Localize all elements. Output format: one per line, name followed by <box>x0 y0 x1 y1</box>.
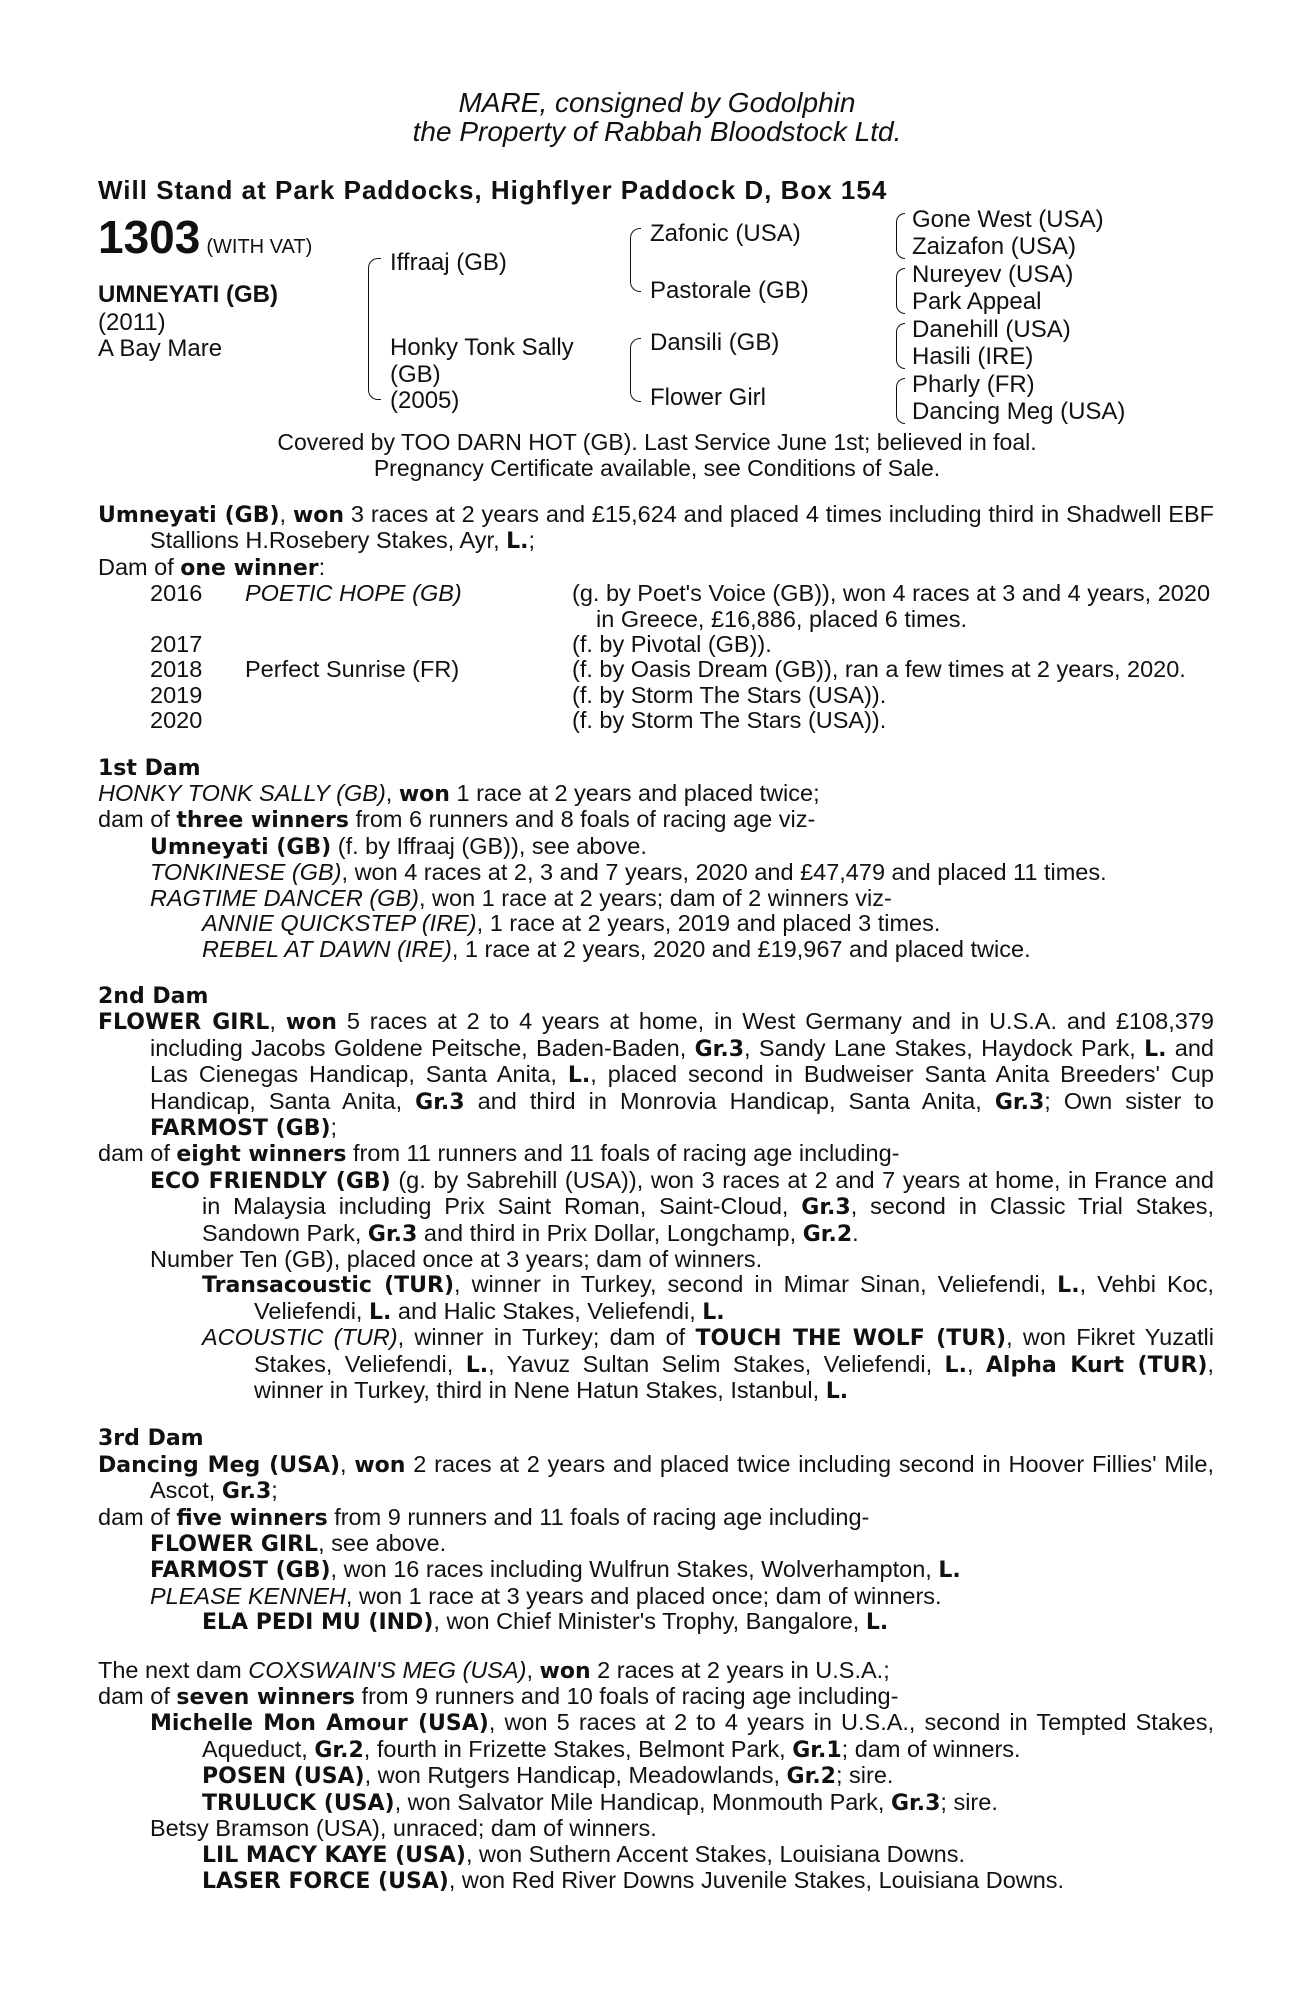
text: , second in Classic Trial Stakes, Sandown Park, <box>202 1193 1214 1246</box>
dam1-line <box>202 937 1214 962</box>
horse-ref: ELA PEDI MU (IND) <box>202 1610 434 1636</box>
punct: : <box>318 553 326 580</box>
grade: L. <box>465 1352 489 1378</box>
offspring-name <box>245 632 572 657</box>
dam3-paragraph <box>98 1452 1214 1505</box>
grade: L. <box>865 1610 889 1636</box>
dam-dam: Flower Girl <box>650 384 767 411</box>
punct: , <box>385 780 399 807</box>
dam-name: COXSWAIN'S MEG (USA) <box>248 1656 527 1683</box>
gg-3: Nureyev (USA) <box>912 261 1074 288</box>
grade: Gr.3 <box>994 1089 1045 1115</box>
grade: L. <box>1144 1036 1167 1062</box>
property-line: the Property of Rabbah Bloodstock Ltd. <box>412 116 902 147</box>
text: , won Chief Minister's Trophy, Bangalore, <box>433 1608 866 1635</box>
text: , 1 race at 2 years, 2019 and placed 3 times. <box>476 910 941 937</box>
dam2-line <box>98 1141 1214 1167</box>
text: , see above. <box>318 1530 447 1557</box>
horse-ref: ANNIE QUICKSTEP (IRE) <box>202 910 477 937</box>
text: , won Salvator Mile Handicap, Monmouth Park, <box>394 1788 891 1815</box>
text: , won Rutgers Handicap, Meadowlands, <box>364 1762 787 1789</box>
consignor-line: MARE, consigned by Godolphin <box>458 87 856 118</box>
horse-ref: LASER FORCE (USA) <box>202 1868 449 1894</box>
won-label: won <box>539 1658 591 1684</box>
grade: L. <box>825 1379 849 1404</box>
dam-name: Dancing Meg (USA) <box>98 1452 341 1478</box>
grade: Gr.3 <box>694 1036 745 1062</box>
horse-ref: ACOUSTIC (TUR) <box>202 1324 398 1351</box>
text: , won 1 race at 3 years and placed once; dam of winners. <box>345 1582 942 1609</box>
grade: Gr.3 <box>890 1790 941 1816</box>
punct: ; <box>330 1113 338 1140</box>
offspring-row <box>98 632 1214 657</box>
offspring-year: 2017 <box>150 631 203 658</box>
intro-paragraph: Umneyati (GB), won 3 races at 2 years and £15,624 and placed 4 times including third in Shadwell EBF Stallions H.Rosebery Stakes, Ayr, L.; <box>98 501 1215 555</box>
text: 2 races at 2 years in U.S.A.; <box>590 1656 890 1683</box>
horse-ref: FARMOST (GB) <box>150 1115 331 1141</box>
dam1-line <box>202 911 1214 936</box>
nextdam-line <box>202 1763 1214 1789</box>
text: and Halic Stakes, Veliefendi, <box>391 1297 703 1324</box>
brace-dam <box>630 338 641 402</box>
text: Dam of <box>98 553 181 580</box>
dam1-line <box>150 886 1214 911</box>
nextdam-line <box>202 1790 1214 1816</box>
lot-number <box>98 212 312 272</box>
punct: . <box>852 1219 859 1246</box>
offspring-detail: (f. by Storm The Stars (USA)). <box>572 681 887 708</box>
text: from 11 runners and 11 foals of racing age including- <box>346 1140 900 1167</box>
text: 1 race at 2 years and placed twice; <box>449 780 820 807</box>
gg-4: Park Appeal <box>912 288 1042 315</box>
nextdam-line <box>98 1658 1214 1684</box>
gg-5: Danehill (USA) <box>912 316 1071 343</box>
text: , Vehbi Koc, Veliefendi, <box>254 1271 1215 1324</box>
text: from 9 runners and 10 foals of racing age including- <box>355 1683 899 1710</box>
horse-ref: POSEN (USA) <box>202 1764 365 1790</box>
offspring-name <box>245 708 572 733</box>
horse-ref: REBEL AT DAWN (IRE) <box>202 935 452 962</box>
grade: L. <box>1057 1273 1080 1299</box>
dam3-line <box>202 1609 1214 1635</box>
pregnancy-note: Pregnancy Certificate available, see Conditions of Sale. <box>373 455 941 481</box>
horse-ref: ECO FRIENDLY (GB) <box>150 1168 391 1194</box>
grade: L. <box>368 1299 392 1325</box>
text: , Sandy Lane Stakes, Haydock Park, <box>744 1034 1145 1061</box>
horse-ref: Transacoustic (TUR) <box>202 1273 454 1299</box>
dam1-line <box>98 781 1214 807</box>
offspring-year: 2018 <box>150 656 203 683</box>
grade: Gr.3 <box>415 1089 465 1115</box>
sire: Iffraaj (GB) <box>390 249 507 276</box>
dam-line-1: Honky Tonk Sally <box>390 334 574 361</box>
brace-sd <box>896 268 905 314</box>
section-title-2nd-dam: 2nd Dam <box>98 983 209 1009</box>
offspring-detail: (f. by Pivotal (GB)). <box>572 631 772 658</box>
text: , won Suthern Accent Stakes, Louisiana Downs. <box>465 1840 965 1867</box>
grade: Gr.3 <box>367 1221 418 1247</box>
dam-line-3: (2005) <box>390 387 460 414</box>
text: , placed second in Budweiser Santa Anita Breeders' Cup Handicap, Santa Anita, <box>150 1061 1214 1114</box>
text: and third in Prix Dollar, Longchamp, <box>417 1219 803 1246</box>
dam1-line <box>150 860 1214 885</box>
punct: , <box>269 1008 286 1035</box>
punct: , <box>966 1350 986 1377</box>
dam1-line <box>98 807 1214 833</box>
nextdam-line: Betsy Bramson (USA), unraced; dam of winners. <box>150 1815 657 1842</box>
gg-8: Dancing Meg (USA) <box>912 398 1126 425</box>
grade: Gr.3 <box>221 1479 272 1505</box>
text: and third in Monrovia Handicap, Santa Anita, <box>464 1087 995 1114</box>
offspring-name <box>245 683 572 708</box>
grade: Gr.1 <box>792 1737 842 1763</box>
dam-name: HONKY TONK SALLY (GB) <box>98 780 386 807</box>
text: , won Fikret Yuzatli Stakes, Veliefendi, <box>254 1324 1214 1377</box>
dam-name: FLOWER GIRL <box>98 1010 270 1036</box>
dam-of-line <box>98 555 1214 581</box>
section-title-1st-dam: 1st Dam <box>98 755 201 781</box>
grade: Gr.2 <box>314 1737 364 1763</box>
punct: ; <box>271 1477 278 1504</box>
foaling-year: (2011) <box>98 309 166 336</box>
text: (f. by Iffraaj (GB)), see above. <box>331 832 647 859</box>
winner-count: three winners <box>176 808 349 834</box>
punct: ; <box>528 527 536 554</box>
offspring-year: 2020 <box>150 707 203 734</box>
sire-dam: Pastorale (GB) <box>650 277 809 304</box>
text: , fourth in Frizette Stakes, Belmont Park, <box>363 1735 793 1762</box>
dam-sire: Dansili (GB) <box>650 329 780 356</box>
dam3-line <box>150 1584 1214 1609</box>
dam2-line: Number Ten (GB), placed once at 3 years; dam of winners. <box>150 1245 763 1272</box>
won-label: won <box>285 1010 337 1036</box>
grade: L. <box>938 1558 961 1584</box>
text: dam of <box>98 1683 177 1710</box>
text: from 9 runners and 11 foals of racing age including- <box>327 1503 870 1530</box>
horse-ref: TOUCH THE WOLF (TUR) <box>695 1326 1007 1352</box>
text: , won 16 races including Wulfrun Stakes, Wolverhampton, <box>330 1556 939 1583</box>
dam3-line <box>150 1531 1214 1557</box>
horse-ref: LIL MACY KAYE (USA) <box>202 1842 466 1868</box>
text: from 6 runners and 8 foals of racing age viz- <box>348 806 816 833</box>
nextdam-line <box>98 1684 1214 1710</box>
winner-count: eight winners <box>176 1142 347 1168</box>
grade: L. <box>702 1299 725 1325</box>
brace-dd <box>896 378 905 424</box>
horse-ref: FARMOST (GB) <box>150 1558 331 1584</box>
intro-text: 3 races at 2 years and £15,624 and placed 4 times including third in Shadwell EBF Stallions H.Rosebery Stakes, Ayr, <box>150 501 1215 554</box>
text: The next dam <box>98 1656 249 1683</box>
text: , Yavuz Sultan Selim Stakes, Veliefendi, <box>488 1350 945 1377</box>
text: dam of <box>98 806 177 833</box>
text: ; sire. <box>940 1788 998 1815</box>
punct: , <box>526 1656 540 1683</box>
offspring-row <box>98 657 1214 682</box>
dam3-line <box>150 1557 1214 1583</box>
horse-ref: TRULUCK (USA) <box>202 1790 395 1816</box>
horse-name: UMNEYATI (GB) <box>98 281 278 308</box>
text: , won Red River Downs Juvenile Stakes, Louisiana Downs. <box>448 1866 1065 1893</box>
dam2-paragraph <box>98 1009 1214 1141</box>
grade: L. <box>944 1352 967 1378</box>
horse-ref: Alpha Kurt (TUR) <box>985 1352 1208 1378</box>
won-label: won <box>398 782 450 808</box>
horse-ref: Umneyati (GB) <box>150 834 332 860</box>
nextdam-line <box>202 1868 1214 1894</box>
catalogue-body <box>98 502 1214 1894</box>
text: , winner in Turkey, third in Nene Hatun Stakes, Istanbul, <box>254 1350 1214 1403</box>
text: and Las Cienegas Handicap, Santa Anita, <box>150 1034 1214 1088</box>
horse-ref: PLEASE KENNEH <box>150 1582 346 1609</box>
dam-line-2: (GB) <box>390 361 441 388</box>
won-label: won <box>292 503 345 528</box>
section-title-3rd-dam: 3rd Dam <box>98 1426 204 1452</box>
horse-ref: Umneyati (GB) <box>98 503 280 528</box>
offspring-year: 2019 <box>150 681 203 708</box>
text: , won 1 race at 2 years; dam of 2 winners viz- <box>418 884 892 911</box>
brace-ds <box>896 323 905 369</box>
gg-2: Zaizafon (USA) <box>912 233 1077 260</box>
brace-ss <box>896 213 905 259</box>
dam2-line <box>150 1168 1214 1247</box>
text: 2 races at 2 years and placed twice including second in Hoover Fillies' Mile, Ascot, <box>150 1450 1214 1504</box>
grade: Gr.3 <box>801 1195 851 1221</box>
text: , won 5 races at 2 to 4 years in U.S.A., second in Tempted Stakes, Aqueduct, <box>202 1709 1214 1762</box>
horse-description: A Bay Mare <box>98 335 223 362</box>
dam3-line <box>98 1505 1214 1531</box>
punct: , <box>340 1450 355 1477</box>
text: ; Own sister to <box>1044 1087 1214 1114</box>
stabling-line: Will Stand at Park Paddocks, Highflyer Paddock D, Box 154 <box>98 175 888 205</box>
winner-count: one winner <box>180 555 319 581</box>
horse-ref: TONKINESE (GB) <box>150 859 342 886</box>
dam2-line <box>202 1272 1214 1325</box>
horse-ref: FLOWER GIRL <box>150 1532 319 1558</box>
text: 5 races at 2 to 4 years at home, in West Germany and in U.S.A. and £108,379 including Jacobs Goldene Peitsche, Baden-Baden, <box>150 1008 1214 1061</box>
text: dam of <box>98 1503 177 1530</box>
text: , 1 race at 2 years, 2020 and £19,967 and placed twice. <box>451 935 1031 962</box>
text: dam of <box>98 1140 177 1167</box>
offspring-name: Perfect Sunrise (FR) <box>245 656 460 683</box>
offspring-row <box>98 683 1214 708</box>
winner-count: five winners <box>176 1505 328 1531</box>
text: , winner in Turkey; dam of <box>397 1324 696 1351</box>
nextdam-line <box>202 1842 1214 1868</box>
text: ; sire. <box>835 1762 894 1789</box>
dam2-line <box>202 1325 1214 1404</box>
gg-6: Hasili (IRE) <box>912 343 1034 370</box>
text: ; dam of winners. <box>841 1735 1021 1762</box>
grade: L. <box>506 529 529 555</box>
horse-ref: RAGTIME DANCER (GB) <box>150 884 419 911</box>
offspring-row <box>98 708 1214 733</box>
brace-sire <box>630 228 641 292</box>
text: (g. by Sabrehill (USA)), won 3 races at 2 and 7 years at home, in France and in Malaysia including Prix Saint Roman, Saint-Cloud, <box>202 1166 1214 1220</box>
horse-ref: Michelle Mon Amour (USA) <box>150 1711 489 1737</box>
sire-sire: Zafonic (USA) <box>650 220 801 247</box>
won-label: won <box>354 1452 406 1478</box>
winner-count: seven winners <box>176 1685 356 1711</box>
offspring-year: 2016 <box>150 580 203 607</box>
text: , winner in Turkey, second in Mimar Sinan, Veliefendi, <box>454 1271 1058 1298</box>
grade: Gr.2 <box>802 1221 853 1247</box>
grade: Gr.2 <box>786 1764 836 1790</box>
offspring-detail: (f. by Storm The Stars (USA)). <box>572 707 887 734</box>
vat-label: (WITH VAT) <box>206 236 313 258</box>
covered-note: Covered by TOO DARN HOT (GB). Last Service June 1st; believed in foal. <box>277 429 1037 455</box>
lot-number-value: 1303 <box>98 211 201 263</box>
offspring-name: POETIC HOPE (GB) <box>245 580 462 607</box>
offspring-detail: (f. by Oasis Dream (GB)), ran a few times at 2 years, 2020. <box>572 656 1186 683</box>
text: , won 4 races at 2, 3 and 7 years, 2020 and £47,479 and placed 11 times. <box>341 859 1107 886</box>
gg-1: Gone West (USA) <box>912 206 1104 233</box>
offspring-row <box>98 581 1214 632</box>
grade: L. <box>567 1063 591 1089</box>
dam1-line <box>150 834 1214 860</box>
brace-gen1 <box>368 258 381 400</box>
gg-7: Pharly (FR) <box>912 371 1035 398</box>
nextdam-line <box>150 1710 1214 1763</box>
offspring-detail: (g. by Poet's Voice (GB)), won 4 races at 3 and 4 years, 2020 in Greece, £16,886, placed 6 times. <box>572 580 1211 632</box>
